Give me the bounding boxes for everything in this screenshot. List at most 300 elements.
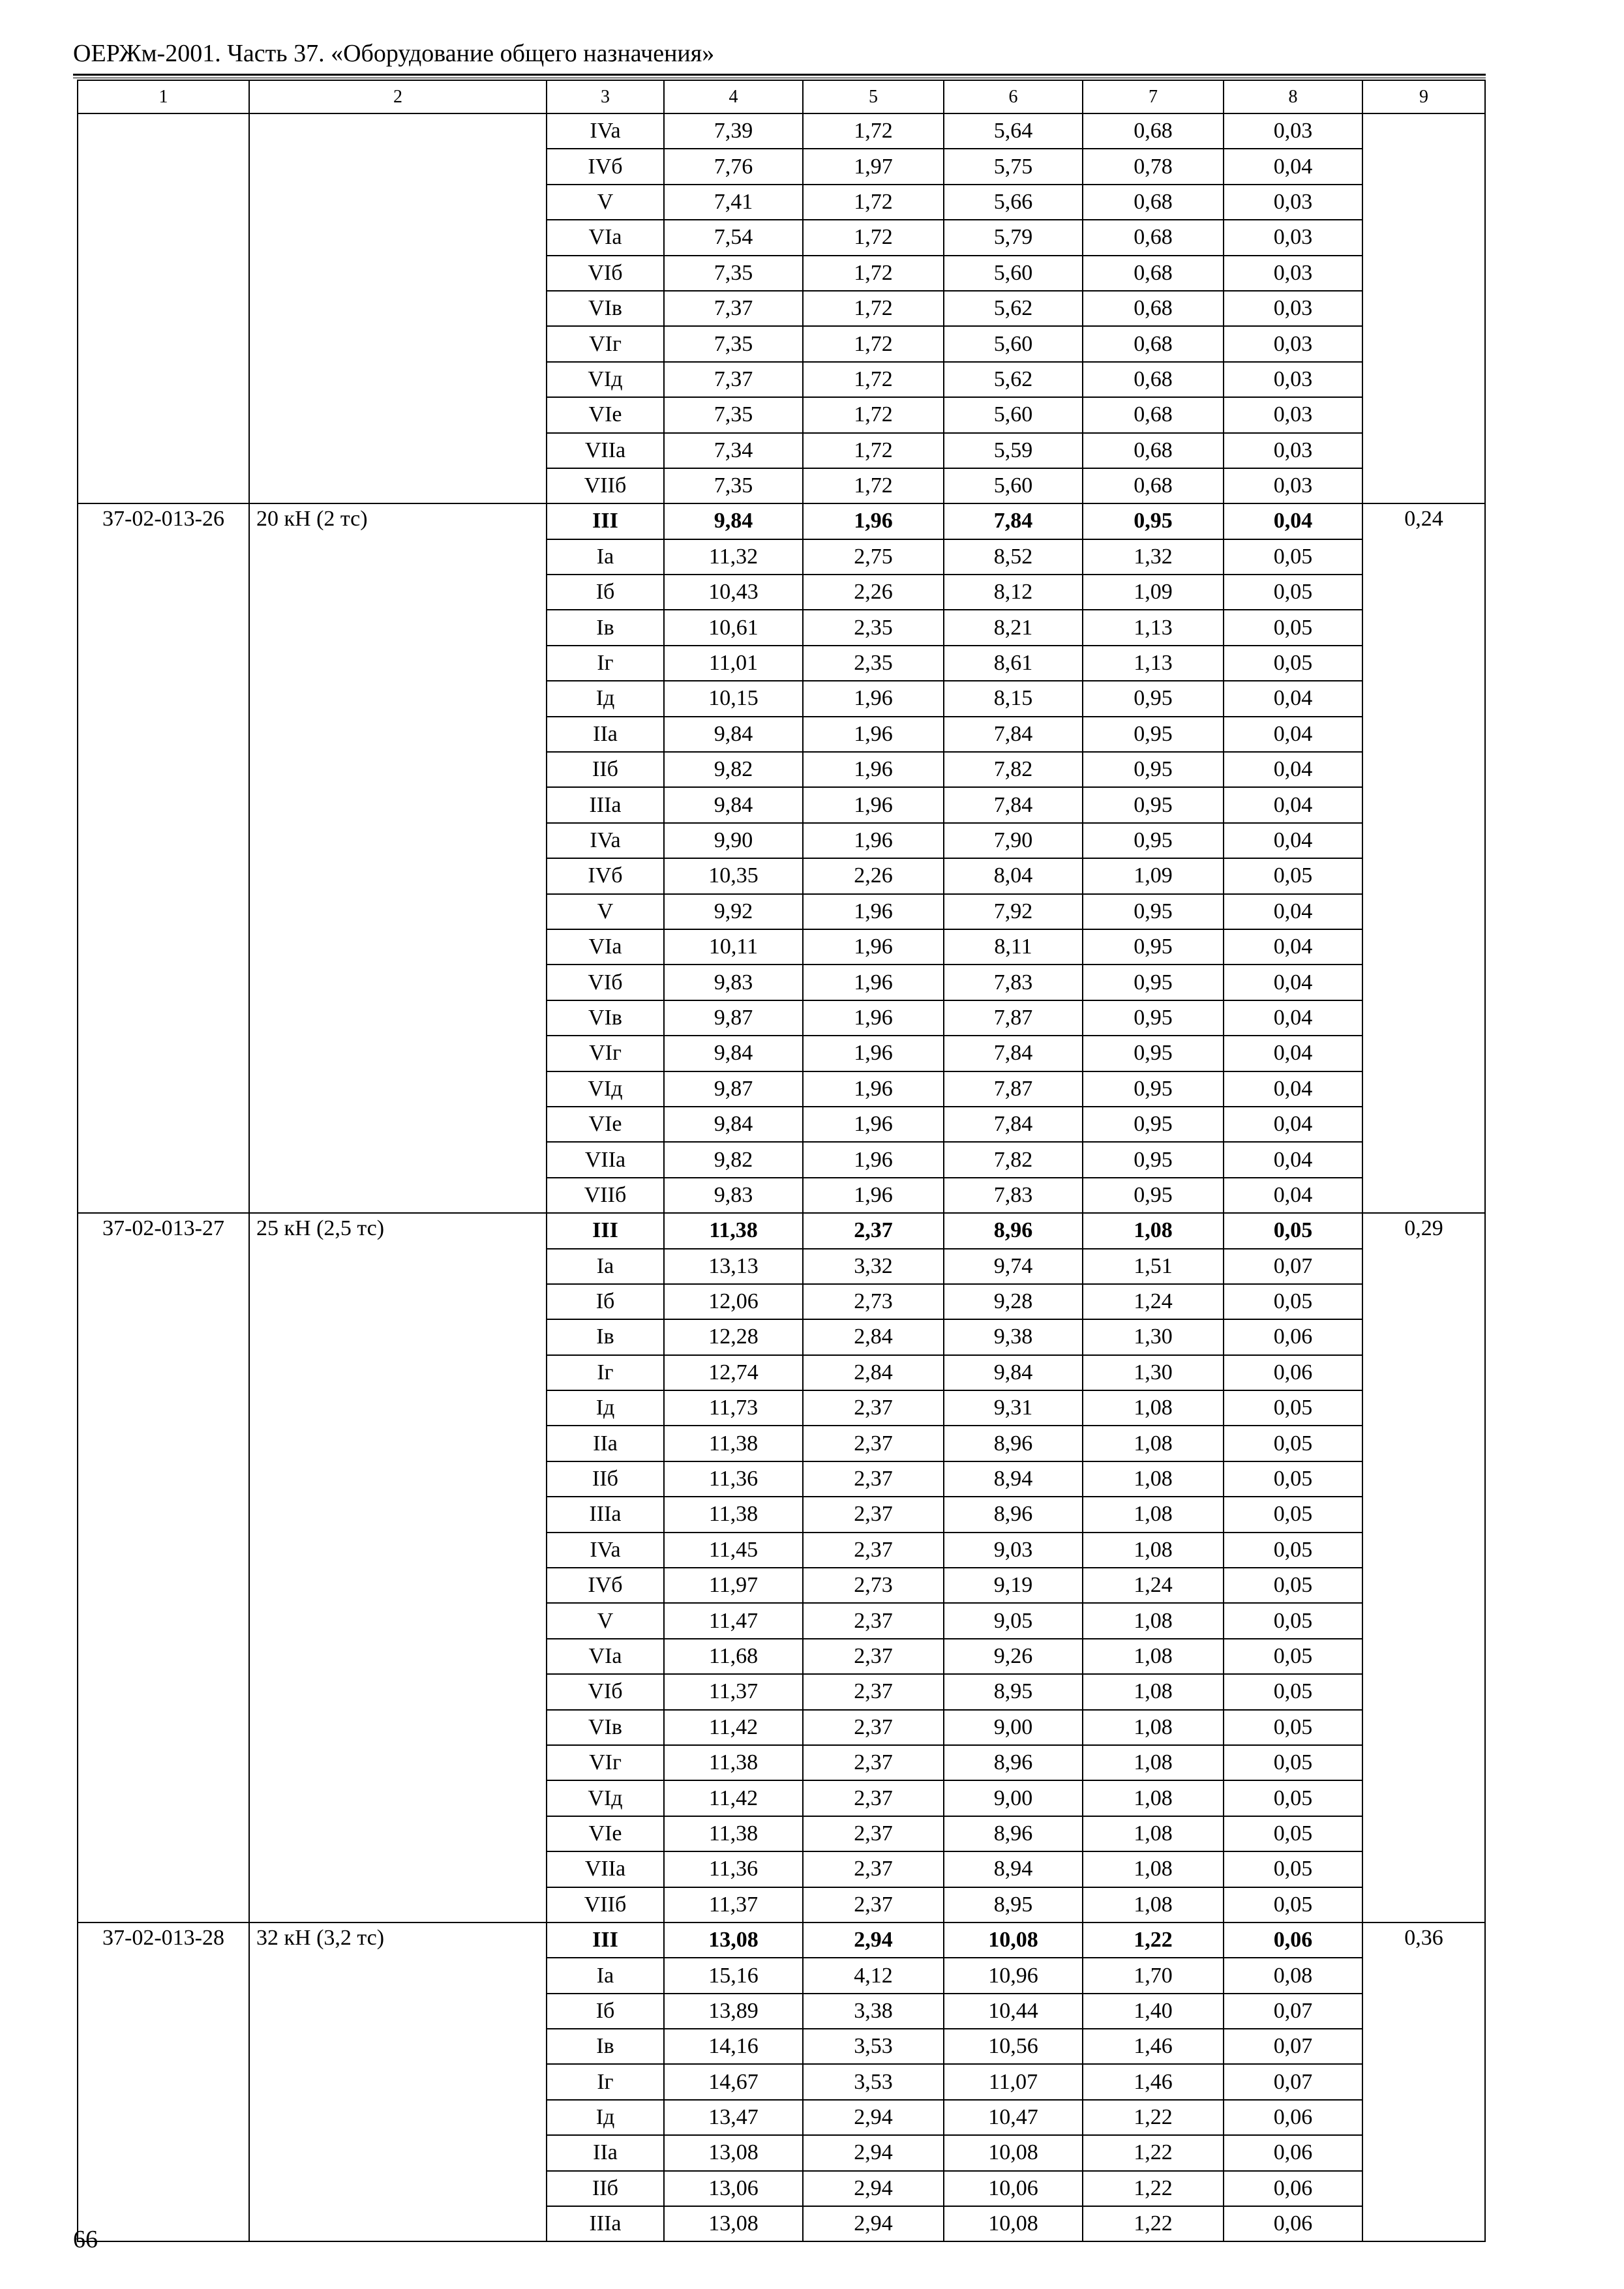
region-cell: Iг [547, 646, 664, 681]
value-cell: 0,05 [1224, 1710, 1362, 1745]
rate-code-cell: 37-02-013-28 [78, 1922, 249, 2242]
value-cell: 0,04 [1224, 149, 1362, 184]
rate-name-cell: 20 кН (2 тс) [249, 503, 547, 1213]
value-cell: 1,72 [803, 433, 944, 468]
value-cell: 11,36 [664, 1461, 803, 1497]
value-cell: 2,94 [803, 1922, 944, 1958]
value-cell: 11,38 [664, 1497, 803, 1532]
region-cell: V [547, 185, 664, 220]
region-cell: Iг [547, 2064, 664, 2099]
value-cell: 1,08 [1083, 1497, 1224, 1532]
region-cell: Iд [547, 681, 664, 716]
value-cell: 0,95 [1083, 1107, 1224, 1142]
value-cell: 1,96 [803, 965, 944, 1000]
value-cell: 9,82 [664, 752, 803, 787]
value-cell: 9,83 [664, 1178, 803, 1213]
region-cell: VIIб [547, 468, 664, 503]
value-cell: 0,05 [1224, 1533, 1362, 1568]
header-rule [73, 74, 1486, 76]
value-cell: 2,35 [803, 646, 944, 681]
value-cell: 9,00 [944, 1780, 1083, 1816]
value-cell: 2,37 [803, 1497, 944, 1532]
value-cell: 9,87 [664, 1071, 803, 1107]
value-cell: 4,12 [803, 1958, 944, 1993]
value-cell: 2,26 [803, 858, 944, 893]
region-cell: Iб [547, 575, 664, 610]
value-cell: 13,89 [664, 1994, 803, 2029]
value-cell: 7,90 [944, 823, 1083, 858]
value-cell: 1,24 [1083, 1284, 1224, 1319]
rate-name-cell: 32 кН (3,2 тс) [249, 1922, 547, 2242]
value-cell: 12,28 [664, 1319, 803, 1354]
value-cell: 1,51 [1083, 1249, 1224, 1284]
value-cell: 0,03 [1224, 113, 1362, 149]
value-cell: 7,92 [944, 894, 1083, 929]
value-cell: 3,53 [803, 2029, 944, 2064]
value-cell: 1,08 [1083, 1390, 1224, 1426]
region-cell: VIe [547, 1816, 664, 1851]
value-cell: 10,96 [944, 1958, 1083, 1993]
value-cell: 7,35 [664, 326, 803, 361]
value-cell: 0,04 [1224, 1178, 1362, 1213]
value-cell: 1,46 [1083, 2029, 1224, 2064]
value-cell: 0,05 [1224, 1639, 1362, 1674]
value-cell: 10,47 [944, 2100, 1083, 2135]
value-cell: 13,08 [664, 1922, 803, 1958]
col9-value-cell: 0,36 [1362, 1922, 1485, 2242]
value-cell: 7,82 [944, 1142, 1083, 1177]
value-cell: 5,60 [944, 468, 1083, 503]
value-cell: 15,16 [664, 1958, 803, 1993]
value-cell: 0,04 [1224, 787, 1362, 822]
value-cell: 2,37 [803, 1461, 944, 1497]
region-cell: IIa [547, 717, 664, 752]
value-cell: 2,37 [803, 1780, 944, 1816]
value-cell: 10,56 [944, 2029, 1083, 2064]
value-cell: 9,03 [944, 1533, 1083, 1568]
value-cell: 5,60 [944, 256, 1083, 291]
region-cell: IVa [547, 823, 664, 858]
region-cell: IIб [547, 2171, 664, 2206]
value-cell: 1,24 [1083, 1568, 1224, 1603]
value-cell: 0,95 [1083, 717, 1224, 752]
value-cell: 0,68 [1083, 326, 1224, 361]
value-cell: 11,37 [664, 1887, 803, 1922]
value-cell: 2,26 [803, 575, 944, 610]
value-cell: 12,74 [664, 1355, 803, 1390]
value-cell: 0,03 [1224, 185, 1362, 220]
region-cell: III [547, 1213, 664, 1248]
value-cell: 8,95 [944, 1887, 1083, 1922]
value-cell: 11,45 [664, 1533, 803, 1568]
value-cell: 1,96 [803, 681, 944, 716]
value-cell: 0,05 [1224, 1816, 1362, 1851]
column-number-cell: 4 [664, 80, 803, 113]
value-cell: 3,38 [803, 1994, 944, 2029]
region-cell: IIIa [547, 787, 664, 822]
value-cell: 5,60 [944, 397, 1083, 432]
value-cell: 1,08 [1083, 1816, 1224, 1851]
column-number-cell: 5 [803, 80, 944, 113]
value-cell: 0,95 [1083, 787, 1224, 822]
value-cell: 2,37 [803, 1426, 944, 1461]
value-cell: 1,96 [803, 1142, 944, 1177]
value-cell: 10,08 [944, 1922, 1083, 1958]
value-cell: 9,84 [664, 717, 803, 752]
region-cell: Iд [547, 2100, 664, 2135]
value-cell: 0,04 [1224, 503, 1362, 539]
value-cell: 0,06 [1224, 1355, 1362, 1390]
value-cell: 1,30 [1083, 1319, 1224, 1354]
value-cell: 0,07 [1224, 2064, 1362, 2099]
value-cell: 0,07 [1224, 1249, 1362, 1284]
value-cell: 2,94 [803, 2135, 944, 2170]
value-cell: 0,08 [1224, 1958, 1362, 1993]
column-number-cell: 9 [1362, 80, 1485, 113]
column-number-cell: 3 [547, 80, 664, 113]
value-cell: 8,96 [944, 1426, 1083, 1461]
value-cell: 0,05 [1224, 1497, 1362, 1532]
value-cell: 7,35 [664, 256, 803, 291]
value-cell: 9,28 [944, 1284, 1083, 1319]
value-cell: 10,06 [944, 2171, 1083, 2206]
region-cell: VIa [547, 929, 664, 965]
region-cell: VIб [547, 1674, 664, 1709]
value-cell: 1,96 [803, 503, 944, 539]
value-cell: 7,82 [944, 752, 1083, 787]
value-cell: 7,41 [664, 185, 803, 220]
value-cell: 0,04 [1224, 1107, 1362, 1142]
value-cell: 0,68 [1083, 185, 1224, 220]
value-cell: 0,07 [1224, 2029, 1362, 2064]
value-cell: 0,95 [1083, 1178, 1224, 1213]
value-cell: 9,90 [664, 823, 803, 858]
value-cell: 5,60 [944, 326, 1083, 361]
value-cell: 0,04 [1224, 929, 1362, 965]
region-cell: VIIa [547, 1142, 664, 1177]
value-cell: 1,72 [803, 256, 944, 291]
value-cell: 0,05 [1224, 1851, 1362, 1887]
value-cell: 2,35 [803, 610, 944, 645]
region-cell: Iб [547, 1994, 664, 2029]
value-cell: 1,09 [1083, 575, 1224, 610]
column-number-cell: 8 [1224, 80, 1362, 113]
value-cell: 3,53 [803, 2064, 944, 2099]
value-cell: 3,32 [803, 1249, 944, 1284]
value-cell: 2,37 [803, 1851, 944, 1887]
value-cell: 1,72 [803, 397, 944, 432]
value-cell: 0,04 [1224, 823, 1362, 858]
value-cell: 1,22 [1083, 2100, 1224, 2135]
value-cell: 0,95 [1083, 1000, 1224, 1036]
region-cell: Ia [547, 1958, 664, 1993]
value-cell: 0,95 [1083, 894, 1224, 929]
rates-table [77, 80, 1486, 2242]
value-cell: 13,06 [664, 2171, 803, 2206]
value-cell: 7,76 [664, 149, 803, 184]
value-cell: 1,96 [803, 1107, 944, 1142]
value-cell: 11,07 [944, 2064, 1083, 2099]
value-cell: 1,96 [803, 1178, 944, 1213]
value-cell: 5,64 [944, 113, 1083, 149]
value-cell: 0,03 [1224, 397, 1362, 432]
col9-value-cell: 0,24 [1362, 503, 1485, 1213]
value-cell: 9,26 [944, 1639, 1083, 1674]
value-cell: 0,68 [1083, 256, 1224, 291]
value-cell: 1,96 [803, 823, 944, 858]
value-cell: 0,05 [1224, 1745, 1362, 1780]
col9-value-cell [1362, 113, 1485, 503]
column-number-cell: 6 [944, 80, 1083, 113]
region-cell: VIIб [547, 1887, 664, 1922]
value-cell: 0,95 [1083, 929, 1224, 965]
value-cell: 11,37 [664, 1674, 803, 1709]
value-cell: 7,54 [664, 220, 803, 255]
value-cell: 9,84 [664, 503, 803, 539]
value-cell: 13,08 [664, 2206, 803, 2241]
region-cell: VIв [547, 1000, 664, 1036]
value-cell: 1,08 [1083, 1780, 1224, 1816]
region-cell: Iв [547, 1319, 664, 1354]
value-cell: 1,08 [1083, 1533, 1224, 1568]
value-cell: 7,37 [664, 291, 803, 326]
value-cell: 0,06 [1224, 2135, 1362, 2170]
value-cell: 0,95 [1083, 503, 1224, 539]
rate-code-cell [78, 113, 249, 503]
region-cell: IIб [547, 752, 664, 787]
column-number-row [78, 80, 1485, 113]
value-cell: 1,72 [803, 291, 944, 326]
value-cell: 11,47 [664, 1603, 803, 1638]
region-cell: VIб [547, 965, 664, 1000]
value-cell: 2,37 [803, 1710, 944, 1745]
region-cell: V [547, 1603, 664, 1638]
value-cell: 12,06 [664, 1284, 803, 1319]
value-cell: 1,08 [1083, 1851, 1224, 1887]
value-cell: 1,72 [803, 326, 944, 361]
value-cell: 7,87 [944, 1000, 1083, 1036]
value-cell: 9,84 [944, 1355, 1083, 1390]
region-cell: VIIб [547, 1178, 664, 1213]
value-cell: 8,96 [944, 1745, 1083, 1780]
region-cell: III [547, 1922, 664, 1958]
value-cell: 11,73 [664, 1390, 803, 1426]
value-cell: 2,94 [803, 2100, 944, 2135]
value-cell: 8,52 [944, 539, 1083, 575]
value-cell: 1,96 [803, 752, 944, 787]
value-cell: 10,44 [944, 1994, 1083, 2029]
value-cell: 0,05 [1224, 1780, 1362, 1816]
value-cell: 0,04 [1224, 1142, 1362, 1177]
region-cell: VIд [547, 1071, 664, 1107]
table-row [78, 503, 1485, 539]
value-cell: 1,96 [803, 1036, 944, 1071]
value-cell: 0,68 [1083, 291, 1224, 326]
value-cell: 11,97 [664, 1568, 803, 1603]
region-cell: IIa [547, 1426, 664, 1461]
value-cell: 8,94 [944, 1851, 1083, 1887]
region-cell: IIIa [547, 2206, 664, 2241]
value-cell: 0,03 [1224, 468, 1362, 503]
value-cell: 5,62 [944, 291, 1083, 326]
value-cell: 1,46 [1083, 2064, 1224, 2099]
col9-value-cell: 0,29 [1362, 1213, 1485, 1922]
region-cell: VIa [547, 220, 664, 255]
value-cell: 11,42 [664, 1780, 803, 1816]
value-cell: 10,11 [664, 929, 803, 965]
value-cell: 2,73 [803, 1284, 944, 1319]
value-cell: 14,67 [664, 2064, 803, 2099]
value-cell: 8,11 [944, 929, 1083, 965]
value-cell: 1,96 [803, 717, 944, 752]
value-cell: 0,68 [1083, 220, 1224, 255]
region-cell: IIIa [547, 1497, 664, 1532]
value-cell: 2,94 [803, 2206, 944, 2241]
value-cell: 0,95 [1083, 681, 1224, 716]
value-cell: 1,08 [1083, 1213, 1224, 1248]
value-cell: 1,08 [1083, 1674, 1224, 1709]
value-cell: 0,95 [1083, 965, 1224, 1000]
value-cell: 1,08 [1083, 1745, 1224, 1780]
value-cell: 7,84 [944, 1107, 1083, 1142]
value-cell: 7,34 [664, 433, 803, 468]
value-cell: 0,06 [1224, 1922, 1362, 1958]
value-cell: 11,36 [664, 1851, 803, 1887]
page-header-title: ОЕРЖм-2001. Часть 37. «Оборудование общего назначения» [73, 40, 715, 67]
value-cell: 7,37 [664, 362, 803, 397]
value-cell: 13,13 [664, 1249, 803, 1284]
value-cell: 0,68 [1083, 433, 1224, 468]
value-cell: 9,92 [664, 894, 803, 929]
value-cell: 0,68 [1083, 113, 1224, 149]
region-cell: VIд [547, 1780, 664, 1816]
value-cell: 11,38 [664, 1745, 803, 1780]
value-cell: 0,03 [1224, 256, 1362, 291]
value-cell: 8,96 [944, 1816, 1083, 1851]
value-cell: 0,05 [1224, 858, 1362, 893]
value-cell: 1,22 [1083, 2135, 1224, 2170]
region-cell: Iд [547, 1390, 664, 1426]
region-cell: Iв [547, 2029, 664, 2064]
value-cell: 2,84 [803, 1355, 944, 1390]
value-cell: 0,05 [1224, 646, 1362, 681]
region-cell: IIa [547, 2135, 664, 2170]
value-cell: 11,38 [664, 1213, 803, 1248]
value-cell: 1,13 [1083, 610, 1224, 645]
region-cell: VIIa [547, 1851, 664, 1887]
value-cell: 0,05 [1224, 1674, 1362, 1709]
value-cell: 8,12 [944, 575, 1083, 610]
value-cell: 7,83 [944, 1178, 1083, 1213]
value-cell: 7,87 [944, 1071, 1083, 1107]
value-cell: 1,72 [803, 113, 944, 149]
value-cell: 0,06 [1224, 1319, 1362, 1354]
value-cell: 0,05 [1224, 610, 1362, 645]
value-cell: 9,19 [944, 1568, 1083, 1603]
value-cell: 1,96 [803, 787, 944, 822]
value-cell: 1,30 [1083, 1355, 1224, 1390]
region-cell: IVб [547, 858, 664, 893]
value-cell: 1,96 [803, 1071, 944, 1107]
value-cell: 5,79 [944, 220, 1083, 255]
value-cell: 9,31 [944, 1390, 1083, 1426]
value-cell: 1,72 [803, 185, 944, 220]
value-cell: 2,37 [803, 1816, 944, 1851]
value-cell: 0,05 [1224, 1213, 1362, 1248]
rate-code-cell: 37-02-013-27 [78, 1213, 249, 1922]
value-cell: 7,84 [944, 717, 1083, 752]
value-cell: 8,15 [944, 681, 1083, 716]
region-cell: III [547, 503, 664, 539]
value-cell: 0,04 [1224, 965, 1362, 1000]
value-cell: 0,68 [1083, 468, 1224, 503]
value-cell: 5,62 [944, 362, 1083, 397]
value-cell: 0,05 [1224, 1426, 1362, 1461]
value-cell: 1,70 [1083, 1958, 1224, 1993]
value-cell: 9,82 [664, 1142, 803, 1177]
value-cell: 1,22 [1083, 2171, 1224, 2206]
value-cell: 0,04 [1224, 1000, 1362, 1036]
value-cell: 2,37 [803, 1887, 944, 1922]
region-cell: VIг [547, 1745, 664, 1780]
region-cell: VIe [547, 397, 664, 432]
value-cell: 8,96 [944, 1497, 1083, 1532]
value-cell: 1,08 [1083, 1461, 1224, 1497]
value-cell: 11,42 [664, 1710, 803, 1745]
rate-name-cell: 25 кН (2,5 тс) [249, 1213, 547, 1922]
value-cell: 1,96 [803, 929, 944, 965]
page-number: 66 [73, 2226, 98, 2253]
region-cell: IVa [547, 113, 664, 149]
value-cell: 1,97 [803, 149, 944, 184]
value-cell: 1,08 [1083, 1887, 1224, 1922]
region-cell: VIa [547, 1639, 664, 1674]
value-cell: 2,37 [803, 1603, 944, 1638]
value-cell: 0,04 [1224, 752, 1362, 787]
value-cell: 8,04 [944, 858, 1083, 893]
value-cell: 2,94 [803, 2171, 944, 2206]
value-cell: 2,37 [803, 1639, 944, 1674]
value-cell: 11,38 [664, 1816, 803, 1851]
value-cell: 0,68 [1083, 397, 1224, 432]
value-cell: 0,03 [1224, 291, 1362, 326]
region-cell: Iб [547, 1284, 664, 1319]
value-cell: 1,32 [1083, 539, 1224, 575]
value-cell: 0,95 [1083, 1036, 1224, 1071]
value-cell: 2,37 [803, 1674, 944, 1709]
rate-code-cell: 37-02-013-26 [78, 503, 249, 1213]
region-cell: Iв [547, 610, 664, 645]
value-cell: 7,83 [944, 965, 1083, 1000]
column-number-cell: 2 [249, 80, 547, 113]
value-cell: 0,05 [1224, 575, 1362, 610]
region-cell: Ia [547, 539, 664, 575]
value-cell: 0,05 [1224, 539, 1362, 575]
region-cell: IIб [547, 1461, 664, 1497]
region-cell: VIв [547, 291, 664, 326]
value-cell: 8,21 [944, 610, 1083, 645]
rate-name-cell [249, 113, 547, 503]
value-cell: 8,61 [944, 646, 1083, 681]
value-cell: 10,61 [664, 610, 803, 645]
value-cell: 9,84 [664, 787, 803, 822]
value-cell: 2,84 [803, 1319, 944, 1354]
value-cell: 0,03 [1224, 326, 1362, 361]
value-cell: 0,95 [1083, 752, 1224, 787]
value-cell: 1,72 [803, 468, 944, 503]
value-cell: 9,38 [944, 1319, 1083, 1354]
value-cell: 0,95 [1083, 823, 1224, 858]
